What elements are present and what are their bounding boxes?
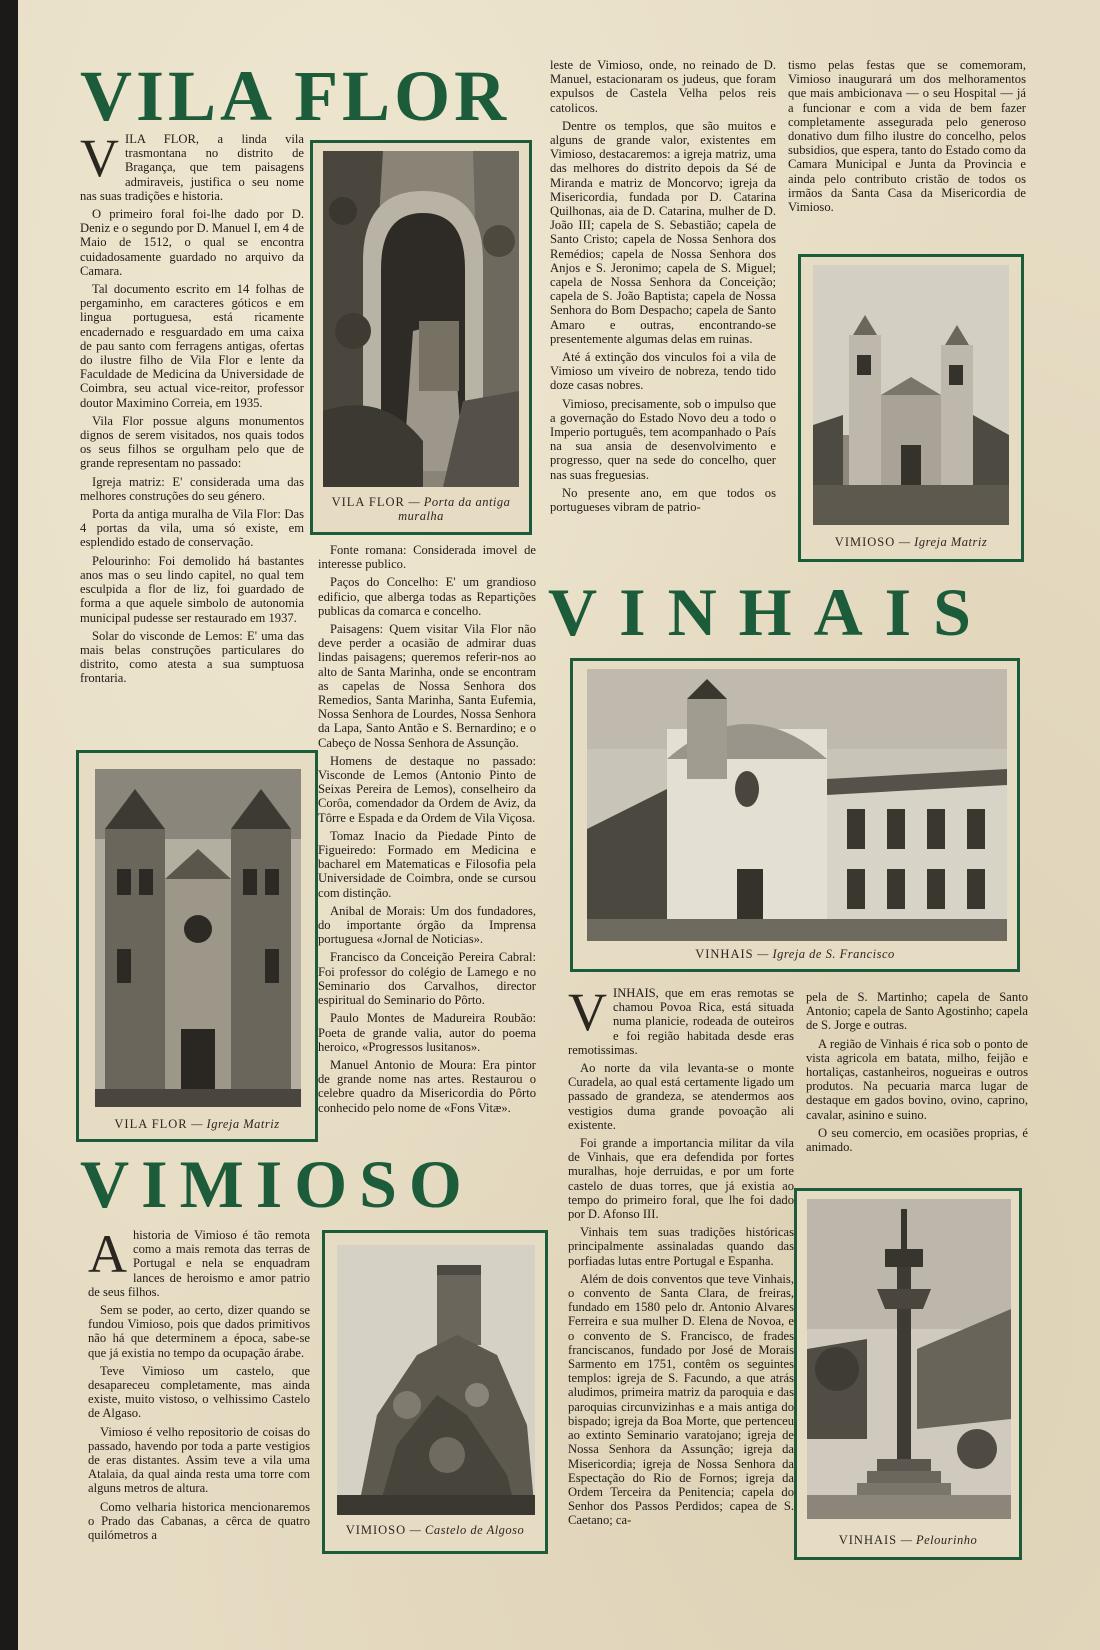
paragraph: Homens de destaque no passado: Visconde de Lemos (Antonio Pinto de Seixas Pereira de Lemos), conselheiro da Corôa, comendador da Ordem de Aviz, da Tôrre e Espada e da Ordem de Vila Viçosa.	[318, 753, 536, 825]
paragraph: Até á extinção dos vinculos foi a vila de Vimioso um viveiro de nobreza, tendo tido doze casas nobres.	[550, 350, 776, 393]
photo-vinhais-pelourinho	[794, 1188, 1022, 1560]
paragraph: Igreja matriz: E' considerada uma das melhores construções do seu género.	[80, 474, 304, 503]
title-vimioso: VIMIOSO	[80, 1146, 474, 1222]
photo-church-facade-image	[95, 769, 301, 1107]
paragraph: A região de Vinhais é rica sob o ponto de vista agricola em batata, milho, feijão e hortaliças, castanheiros, nogueiras e outros produtos. Na pecuaria marca lugar de destaque em gados bovino, ovino, caprino, cavalar, asinino e suino.	[806, 1036, 1028, 1122]
paragraph: Porta da antiga muralha de Vila Flor: Das 4 portas da vila, uma só existe, em esplendido estado de conservação.	[80, 507, 304, 550]
paragraph: No presente ano, em que todos os portugueses vibram de patrio-	[550, 485, 776, 515]
paragraph: Sem se poder, ao certo, dizer quando se fundou Vimioso, pois que dados primitivos não há que determinem a época, sabe-se que já existia no tempo da ocupação árabe.	[88, 1303, 310, 1360]
paragraph: Vila Flor possue alguns monumentos dignos de serem visitados, nos quais todos os seus filhos se orgulham pelo que de grande representam no passado:	[80, 413, 304, 471]
newspaper-page	[18, 0, 1100, 1650]
paragraph: pela de S. Martinho; capela de Santo Antonio; capela de Santo Agostinho; capela de S. Jorge e outras.	[806, 990, 1028, 1033]
photo-castelo-algoso	[322, 1230, 548, 1554]
paragraph: Anibal de Morais: Um dos fundadores, do importante órgão da Imprensa portuguesa «Jornal de Noticias».	[318, 903, 536, 947]
vimioso-column-3	[550, 58, 776, 562]
paragraph: Solar do visconde de Lemos: E' uma das mais belas construções particulares do distrito, como atesta a sua sumptuosa frontaria.	[80, 628, 304, 686]
caption-vila-flor-igreja: VILA FLOR — Igreja Matriz	[114, 1117, 280, 1131]
vila-flor-column-2	[318, 543, 536, 1150]
dropcap: V	[80, 132, 119, 188]
photo-castle-image	[337, 1245, 535, 1515]
paragraph: O seu comercio, em ocasiões proprias, é animado.	[806, 1125, 1028, 1155]
vimioso-column-1	[88, 1228, 310, 1554]
paragraph: Ao norte da vila levanta-se o monte Curadela, ao qual está certamente ligado um passado de grandeza, se atendermos aos vestigios duma grande povoação ali existente.	[568, 1061, 794, 1132]
paragraph: leste de Vimioso, onde, no reinado de D. Manuel, estacionaram os judeus, que foram expulsos de Castela Velha pelos reis catolicos.	[550, 58, 776, 115]
dropcap: A	[88, 1228, 127, 1284]
paragraph: Pelourinho: Foi demolido há bastantes anos mas o seu lindo capitel, no qual tem esculpida a flor de liz, foi guardado de forma a que aquele simbolo de autonomia municipal pudesse ser restaurado em 1937.	[80, 553, 304, 625]
title-vinhais: VINHAIS	[548, 574, 993, 650]
paragraph: Vinhais tem suas tradições históricas principalmente assinaladas quando das porfiadas lutas entre Portugal e Espanha.	[568, 1225, 794, 1268]
title-vila-flor: VILA FLOR	[80, 56, 511, 136]
paragraph: Além de dois conventos que teve Vinhais, o convento de Santa Clara, de freiras, fundado em 1580 pelo dr. Antonio Alvares Ferreira e sua mulher D. Elena de Novoa, e o convento de S. Francisco, de frades franciscanos, fundado por José de Morais Sarmento em 1751, contêm os seguintes templos: igreja de S. Facundo, a que atrás aludimos, primeira matriz da paroquia e das paroquias circunvizinhas e a mais antiga do bispado; igreja da Boa Morte, que pertenceu ao extinto Seminario varatojano; igreja de Nossa Senhora da Assunção; igreja da Misericordia; igreja de Nossa Senhora da Espectação do Rio de Fornos; igreja da Ordem Terceira da Penitencia; capela do Senhor dos Passos Perdidos; capea de S. Caetano; ca-	[568, 1271, 794, 1528]
paragraph: VILA FLOR, a linda vila trasmontana no distrito de Bragança, que tem paisagens admiraveis, justifica o seu nome nas suas tradições e historia.	[80, 132, 304, 203]
caption-porta-muralha: VILA FLOR — Porta da antiga muralha	[331, 495, 511, 523]
caption-vinhais-pelourinho: VINHAIS — Pelourinho	[838, 1533, 978, 1547]
paragraph: Vimioso, precisamente, sob o impulso que a governação do Estado Novo deu a todo o Imperio português, tem acompanhado o País na sua ansia de desenvolvimento e progresso, quer na sede do concelho, quer nas suas freguesias.	[550, 396, 776, 482]
paragraph: Como velharia historica mencionaremos o Prado das Cabanas, a cêrca de quatro quilómetros a	[88, 1499, 310, 1543]
caption-vimioso-igreja: VIMIOSO — Igreja Matriz	[834, 535, 988, 549]
photo-vimioso-church-image	[813, 265, 1009, 525]
vila-flor-column-1	[80, 132, 304, 752]
paragraph: Paços do Concelho: E' um grandioso edificio, que alberga todas as Repartições publicas da comarca e concelho.	[318, 575, 536, 618]
photo-arch-image	[323, 151, 519, 487]
paragraph: Tal documento escrito em 14 folhas de pergaminho, em caracteres góticos e em lingua portuguesa, está ricamente encadernado e resguardado em uma caixa de pau santo com ferragens antigas, ofertas do ilustre filho de Vila Flor e lente da Faculdade de Medicina da Universidade de Coimbra, seu actual vice-reitor, professor doutor Maximino Correia, em 1935.	[80, 282, 304, 410]
dropcap: V	[568, 986, 607, 1042]
paragraph: Francisco da Conceição Pereira Cabral: Foi professor do colégio de Lamego e no Seminario dos Carvalhos, director espiritual do Seminario do Pôrto.	[318, 950, 536, 1008]
photo-porta-muralha	[310, 140, 532, 535]
vinhais-column-3	[568, 986, 794, 1556]
vimioso-column-4	[788, 58, 1026, 242]
paragraph: Foi grande a importancia militar da vila de Vinhais, que era defendida por fortes muralhas, hoje derruidas, e por um forte castelo de duas torres, que já existia ao tempo do primeiro foral, que lhe foi dado por D. Afonso III.	[568, 1136, 794, 1222]
paragraph: O primeiro foral foi-lhe dado por D. Deniz e o segundo por D. Manuel I, em 4 de Maio de 1512, o qual se encontra cuidadosamente guardado no arquivo da Camara.	[80, 207, 304, 278]
caption-castelo-algoso: VIMIOSO — Castelo de Algoso	[345, 1523, 525, 1537]
photo-vimioso-igreja	[798, 254, 1024, 562]
photo-pillory-image	[807, 1199, 1011, 1519]
paragraph: VINHAIS, que em eras remotas se chamou Povoa Rica, está situada numa planicie, rodeada de outeiros e foi região habitada desde eras remotissimas.	[568, 986, 794, 1057]
paragraph: Paulo Montes de Madureira Roubão: Poeta de grande valia, autor do poema heroico, «Progressos lusitanos».	[318, 1011, 536, 1054]
photo-vinhais-church-image	[587, 669, 1007, 941]
paragraph: Manuel Antonio de Moura: Era pintor de grande nome nas artes. Restaurou o celebre quadro da Misericordia do Pôrto conhecido pelo nome de «Fons Vitæ».	[318, 1057, 536, 1115]
vinhais-column-4	[806, 990, 1028, 1168]
paragraph: Fonte romana: Considerada imovel de interesse publico.	[318, 543, 536, 572]
paragraph: Teve Vimioso um castelo, que desapareceu completamente, mas ainda existe, muito vistoso, o velhissimo Castelo de Algaso.	[88, 1363, 310, 1421]
paragraph: tismo pelas festas que se comemoram, Vimioso inaugurará um dos melhoramentos que mais ambicionava — o seu Hospital — já a funcionar e com a vida de bem fazer completamente assegurada pelo generoso donativo dum filho ilustre do concelho, pelos subsidios, que espera, tanto do Estado como da Camara Municipal e Junta da Provincia e ainda pelo contributo cristão de todos os irmãos da Santa Casa da Misericordia de Vimioso.	[788, 58, 1026, 215]
caption-vinhais-igreja: VINHAIS — Igreja de S. Francisco	[695, 947, 895, 961]
paragraph: Ahistoria de Vimioso é tão remota como a mais remota das terras de Portugal e nela se enquadram lances de heroismo e amor patrio de seus filhos.	[88, 1228, 310, 1299]
paragraph: Dentre os templos, que são muitos e alguns de grande valor, existentes em Vimioso, destacaremos: a igreja matriz, uma das melhores do distrito depois da Sé de Miranda e matriz de Moncorvo; igreja da Misericordia, fundada por D. Catarina Quilhonas, aia de D. Catarina, mulher de D. João III; capela de S. Sebastião; capela de Santo Cristo; capela de Nossa Senhora dos Remédios; capela de Nossa Senhora dos Anjos e S. Jeronimo; capela de S. Miguel; capela de Nossa Senhora da Conceição; capela de S. João Baptista; capela de Nossa Senhora do Bom Despacho; capela de Santo Amaro e outras, encontrando-se presentemente algumas delas em ruinas.	[550, 118, 776, 346]
paragraph: Tomaz Inacio da Piedade Pinto de Figueiredo: Formado em Medicina e bacharel em Matematicas e Filosofia pela Universidade de Coimbra, onde se cursou com distinção.	[318, 828, 536, 900]
paragraph: Paisagens: Quem visitar Vila Flor não deve perder a ocasião de admirar duas lindas paisagens; queremos referir-nos ao alto de Santa Marinha, onde se encontram as capelas de Nossa Senhora dos Remedios, Santa Marinha, Santa Eufemia, Nossa Senhora de Lourdes, Nossa Senhora da Lapa, Santo Antão e S. Bernardino; e o Cabeço de Nossa Senhora de Assunção.	[318, 622, 536, 750]
paragraph: Vimioso é velho repositorio de coisas do passado, havendo por toda a parte vestigios de eras distantes. Assim teve a vila uma Atalaia, da qual ainda resta uma torre com alguns metros de altura.	[88, 1424, 310, 1496]
photo-vinhais-igreja	[570, 658, 1020, 972]
photo-vila-flor-igreja	[76, 750, 318, 1142]
